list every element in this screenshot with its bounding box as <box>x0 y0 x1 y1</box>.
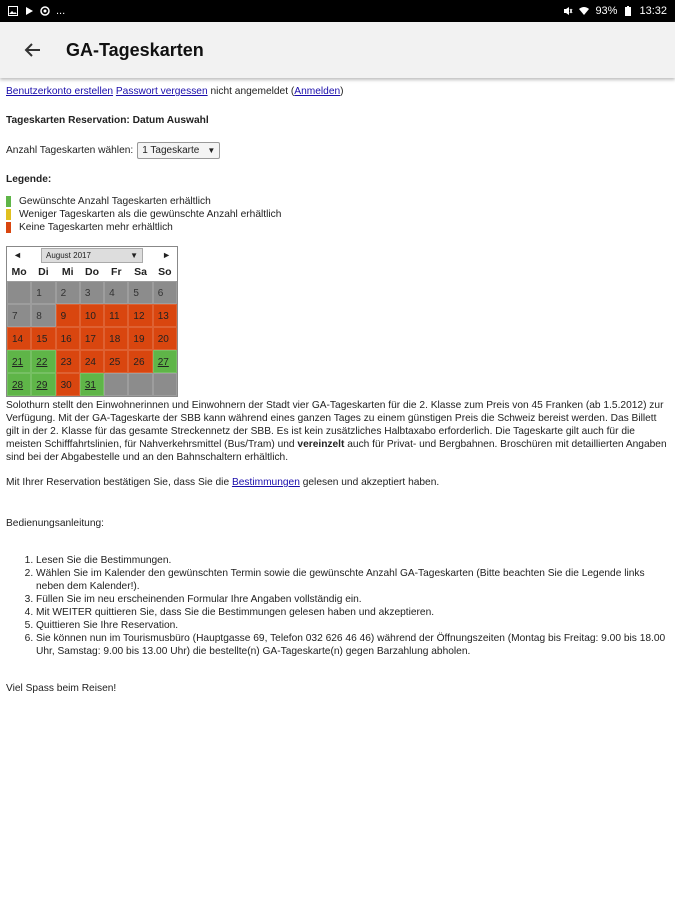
dropdown-arrow-icon: ▼ <box>207 146 216 155</box>
register-link[interactable]: Benutzerkonto erstellen <box>6 86 114 97</box>
legend-item <box>6 208 667 221</box>
closing-text: Viel Spass beim Reisen! <box>6 683 117 694</box>
calendar-day: 23 <box>56 350 80 373</box>
legend-text: Gewünschte Anzahl Tageskarten erhältlich <box>19 196 211 207</box>
calendar-day: 17 <box>80 327 104 350</box>
month-select[interactable] <box>41 248 143 263</box>
weekday-header: Mo <box>11 266 27 278</box>
calendar-empty-cell <box>104 373 128 396</box>
legend-item <box>6 221 667 234</box>
calendar-day: 1 <box>31 281 55 304</box>
legend-swatch <box>6 209 11 220</box>
calendar-day: 14 <box>7 327 31 350</box>
calendar-day: 9 <box>56 304 80 327</box>
instruction-item: 4. Mit WEITER quittieren Sie, dass Sie die Bestimmungen gelesen haben und akzeptieren. <box>36 606 667 619</box>
calendar-day: 18 <box>104 327 128 350</box>
calendar-day: 10 <box>80 304 104 327</box>
calendar-day: 16 <box>56 327 80 350</box>
weekday-row <box>7 264 177 281</box>
legend-list <box>6 195 667 234</box>
calendar-day[interactable]: 28 <box>7 373 31 396</box>
confirm-post: gelesen und akzeptiert haben. <box>299 477 440 488</box>
instructions-title: Bedienungsanleitung: <box>6 518 104 529</box>
instruction-item: 3. Füllen Sie im neu erscheinenden Formular Ihre Angaben vollständig ein. <box>36 593 667 606</box>
weekday-header: Mi <box>61 266 74 278</box>
calendar-day[interactable]: 22 <box>31 350 55 373</box>
ticket-count-label: Anzahl Tageskarten wählen: <box>6 145 134 156</box>
next-month-icon[interactable]: ► <box>162 250 171 260</box>
confirmation-text <box>6 476 667 489</box>
settings-icon <box>40 6 50 16</box>
image-icon <box>8 6 18 16</box>
close-paren: ) <box>340 86 344 97</box>
page-heading: Tageskarten Reservation: Datum Auswahl <box>6 115 209 126</box>
calendar-day[interactable]: 27 <box>153 350 177 373</box>
status-bar <box>0 0 675 22</box>
calendar-day: 15 <box>31 327 55 350</box>
ticket-count-value: 1 Tageskarte <box>142 145 200 156</box>
clock: 13:32 <box>639 5 667 17</box>
description-bold: vereinzelt <box>297 439 345 450</box>
calendar-day: 7 <box>7 304 31 327</box>
calendar-day: 4 <box>104 281 128 304</box>
app-title: GA-Tageskarten <box>66 39 204 60</box>
calendar-day: 5 <box>128 281 152 304</box>
confirm-pre: Mit Ihrer Reservation bestätigen Sie, dass Sie die <box>6 477 232 488</box>
calendar-day: 8 <box>31 304 55 327</box>
play-icon <box>24 6 34 16</box>
legend-item <box>6 195 667 208</box>
calendar-empty-cell <box>153 373 177 396</box>
calendar-empty-cell <box>128 373 152 396</box>
forgot-password-link[interactable]: Passwort vergessen <box>115 86 208 97</box>
back-arrow-icon[interactable] <box>20 37 46 63</box>
month-label: August 2017 <box>46 251 91 260</box>
description-text-1: Solothurn stellt den Einwohnerinnen und Einwohnern der Stadt vier GA-Tageskarten für die 2. Klasse zum Preis von 45 Franken (ab 1.5.2012) zur Verfügung. Mit der GA-Tageskarte der SBB kann während eines ganzen Tages zu einem günstigen Preis die Schweiz bereist werden. Das Billett gilt in der 2. Klasse für das gesamte Streckennetz der SBB. Es ist kein zusätzliches Halbtaxabo erforderlich. Die Tageskarte gilt auch für die meisten Schifffahrtslinien, für Nahverkehrsmittel (Bus/Tram) und <box>6 400 664 450</box>
mute-icon <box>563 6 573 16</box>
calendar-day: 6 <box>153 281 177 304</box>
legend-swatch <box>6 222 11 233</box>
legend-swatch <box>6 196 11 207</box>
calendar-day: 30 <box>56 373 80 396</box>
calendar <box>6 246 178 397</box>
legend-text: Weniger Tageskarten als die gewünschte Anzahl erhältlich <box>19 209 282 220</box>
description-text-2: auch für Privat- und Bergbahnen. Broschüren mit detaillierten Angaben sind bei der Abgabestelle und an den Bahnschaltern erhältlich. <box>6 439 667 463</box>
status-right <box>563 5 667 17</box>
wifi-icon <box>579 6 589 16</box>
account-links <box>6 85 667 98</box>
terms-link[interactable]: Bestimmungen <box>231 477 300 488</box>
legend-text: Keine Tageskarten mehr erhältlich <box>19 222 173 233</box>
prev-month-icon[interactable]: ◄ <box>13 250 22 260</box>
calendar-header <box>7 247 177 264</box>
calendar-day: 11 <box>104 304 128 327</box>
battery-icon <box>623 6 633 16</box>
calendar-day: 19 <box>128 327 152 350</box>
calendar-day: 3 <box>80 281 104 304</box>
calendar-empty-cell <box>7 281 31 304</box>
weekday-header: Di <box>38 266 49 278</box>
calendar-day[interactable]: 21 <box>7 350 31 373</box>
calendar-day: 12 <box>128 304 152 327</box>
weekday-header: So <box>158 266 172 278</box>
calendar-day: 13 <box>153 304 177 327</box>
calendar-day: 25 <box>104 350 128 373</box>
day-grid <box>7 281 177 396</box>
weekday-header: Fr <box>111 266 122 278</box>
status-left <box>8 5 65 17</box>
calendar-day: 24 <box>80 350 104 373</box>
instruction-item: 6. Sie können nun im Tourismusbüro (Hauptgasse 69, Telefon 032 626 46 46) während der Öffnungszeiten (Montag bis Freitag: 9.00 bis 18.00 Uhr, Samstag: 9.00 bis 13.00 Uhr) die bestellte(n) GA-Tageskarte(n) gegen Barzahlung abholen. <box>36 632 667 658</box>
calendar-day: 20 <box>153 327 177 350</box>
description <box>6 399 667 464</box>
calendar-day[interactable]: 29 <box>31 373 55 396</box>
weekday-header: Do <box>84 266 99 278</box>
month-dropdown-icon: ▼ <box>130 251 138 260</box>
instruction-item: 2. Wählen Sie im Kalender den gewünschten Termin sowie die gewünschte Anzahl GA-Tageskarten (Bitte beachten Sie die Legende links neben dem Kalender!). <box>36 567 667 593</box>
instructions-list <box>6 554 667 658</box>
ticket-count-row <box>6 142 667 159</box>
login-link[interactable]: Anmelden <box>294 86 341 97</box>
calendar-day: 2 <box>56 281 80 304</box>
login-status-text: nicht angemeldet ( <box>207 86 295 97</box>
calendar-day[interactable]: 31 <box>80 373 104 396</box>
instruction-item: 5. Quittieren Sie Ihre Reservation. <box>36 619 667 632</box>
battery-level: 93% <box>595 5 618 17</box>
instruction-item: 1. Lesen Sie die Bestimmungen. <box>36 554 667 567</box>
status-dots: ... <box>56 5 66 17</box>
calendar-day: 26 <box>128 350 152 373</box>
page-content <box>0 78 675 695</box>
weekday-header: Sa <box>134 266 147 278</box>
app-bar <box>0 22 675 78</box>
legend-title: Legende: <box>6 174 52 185</box>
ticket-count-select[interactable] <box>137 142 220 159</box>
